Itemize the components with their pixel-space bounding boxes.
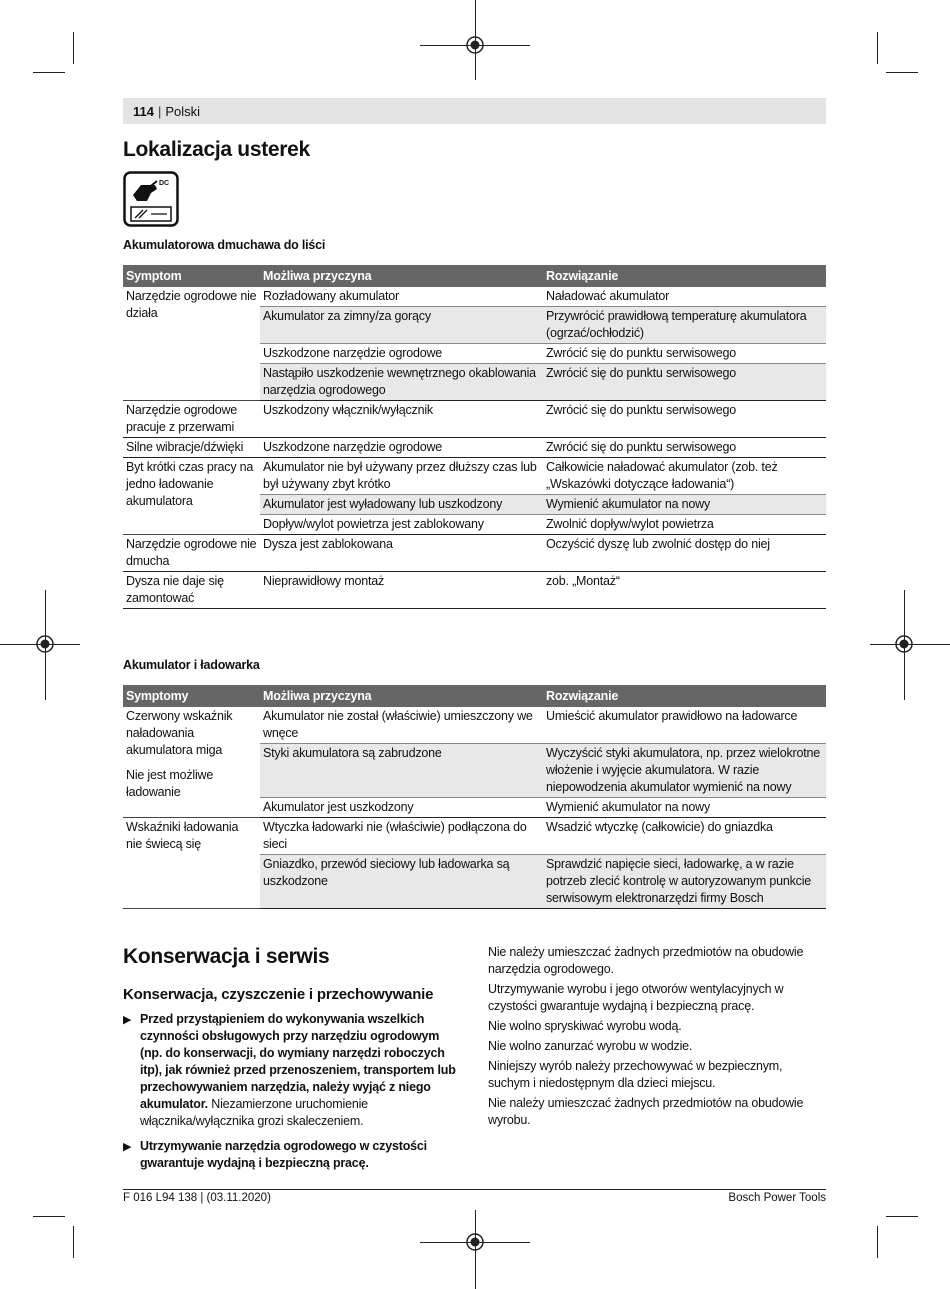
footer-rule: [123, 1189, 826, 1190]
page-header: [123, 98, 826, 124]
table-row: [123, 438, 826, 458]
solution-cell: Naładować akumulator: [543, 287, 826, 307]
section-title-maintenance: Konserwacja i serwis: [123, 945, 330, 968]
solution-cell: Oczyścić dyszę lub zwolnić dostęp do niej: [543, 535, 826, 572]
table1-title: Akumulatorowa dmuchawa do liści: [123, 238, 326, 252]
symptom-text: Narzędzie ogrodowe nie działa: [126, 289, 257, 320]
cause-cell: Styki akumulatora są zabrudzone: [260, 744, 543, 798]
cause-cell: Rozładowany akumulator: [260, 287, 543, 307]
page-number: 114: [133, 103, 154, 119]
bullet-triangle-icon: ▶: [123, 1141, 132, 1153]
cause-cell: Wtyczka ładowarki nie (właściwie) podłączona do sieci: [260, 818, 543, 855]
solution-cell: Wymienić akumulator na nowy: [543, 495, 826, 515]
solution-cell: Wymienić akumulator na nowy: [543, 798, 826, 818]
bullet-bold-text: Utrzymywanie narzędzia ogrodowego w czystości gwarantuje wydajną i bezpieczną pracę.: [140, 1139, 427, 1170]
maintenance-paragraph: Nie wolno zanurzać wyrobu w wodzie.: [488, 1039, 693, 1053]
crop-mark: [886, 72, 918, 73]
symptom-text: Czerwony wskaźnik naładowania akumulatora miga: [126, 709, 233, 757]
symptom-cell: [123, 287, 260, 401]
cause-cell: Dysza jest zablokowana: [260, 535, 543, 572]
symptom-text: Byt krótki czas pracy na jedno ładowanie akumulatora: [126, 460, 254, 508]
table-header-row: [123, 265, 826, 287]
footer-doc-number: F 016 L94 138 | (03.11.2020): [123, 1192, 271, 1204]
table-header-cell: Możliwa przyczyna: [260, 265, 543, 287]
solution-cell: Przywrócić prawidłową temperaturę akumulatora (ogrzać/ochłodzić): [543, 307, 826, 344]
maintenance-paragraph: Niniejszy wyrób należy przechowywać w bezpiecznym, suchym i niedostępnym dla dzieci miejscu.: [488, 1059, 783, 1090]
table-row: [123, 535, 826, 572]
dc-icon-label: DC: [159, 180, 170, 187]
symptom-text: Narzędzie ogrodowe pracuje z przerwami: [126, 403, 238, 434]
maintenance-paragraphs: [488, 944, 826, 1132]
bullet-text: [140, 1011, 463, 1130]
maintenance-paragraph: Nie należy umieszczać żadnych przedmiotów na obudowie narzędzia ogrodowego.: [488, 945, 804, 976]
maintenance-paragraph: Nie należy umieszczać żadnych przedmiotów na obudowie wyrobu.: [488, 1096, 804, 1127]
bullet-item: [123, 1138, 463, 1172]
crop-mark: [73, 1226, 74, 1258]
cause-cell: Nastąpiło uszkodzenie wewnętrznego okablowania narzędzia ogrodowego: [260, 364, 543, 401]
table-header-cell: Możliwa przyczyna: [260, 685, 543, 707]
symptom-cell: [123, 535, 260, 572]
dc-charger-manual-icon: [123, 171, 179, 227]
table-row: [123, 707, 826, 744]
symptom-text: Wskaźniki ładowania nie świecą się: [126, 820, 239, 851]
table-header-cell: Rozwiązanie: [543, 685, 826, 707]
symptom-text: Dysza nie daje się zamontować: [126, 574, 224, 605]
symptom-cell: [123, 438, 260, 458]
maintenance-bullets: [123, 1011, 463, 1180]
bullet-text: [140, 1138, 463, 1172]
solution-cell: Umieścić akumulator prawidłowo na ładowarce: [543, 707, 826, 744]
cause-cell: Gniazdko, przewód sieciowy lub ładowarka są uszkodzone: [260, 855, 543, 909]
solution-cell: Zwrócić się do punktu serwisowego: [543, 364, 826, 401]
crop-mark: [73, 32, 74, 64]
table-row: [123, 458, 826, 495]
registration-mark-icon: [462, 32, 488, 58]
cause-cell: Akumulator jest wyładowany lub uszkodzony: [260, 495, 543, 515]
maintenance-paragraph: Utrzymywanie wyrobu i jego otworów wentylacyjnych w czystości gwarantuje wydajną i bezpieczną pracę.: [488, 982, 784, 1013]
cause-cell: Uszkodzone narzędzie ogrodowe: [260, 438, 543, 458]
maintenance-paragraph: Nie wolno spryskiwać wyrobu wodą.: [488, 1019, 682, 1033]
table-header-cell: Symptomy: [123, 685, 260, 707]
troubleshooting-table-battery: [123, 685, 826, 909]
symptom-text: Narzędzie ogrodowe nie dmucha: [126, 537, 257, 568]
cause-cell: Akumulator za zimny/za gorący: [260, 307, 543, 344]
table-header-cell: Rozwiązanie: [543, 265, 826, 287]
symptom-cell: [123, 458, 260, 535]
bullet-item: [123, 1011, 463, 1130]
symptom-cell: [123, 401, 260, 438]
symptom-text: Silne wibracje/dźwięki: [126, 440, 244, 454]
table-row: [123, 818, 826, 855]
bullet-bold-text: Przed przystąpieniem do wykonywania wszelkich czynności obsługowych przy narzędziu ogrodowym (np. do konserwacji, do wymiany narzędzi roboczych itp), jak również przed przenoszeniem, transportem lub przechowywaniem narzędzia, należy wyjąć z niego akumulator.: [140, 1012, 456, 1111]
registration-mark-icon: [462, 1229, 488, 1255]
crop-mark: [877, 32, 878, 64]
crop-mark: [877, 1226, 878, 1258]
solution-cell: Zwrócić się do punktu serwisowego: [543, 401, 826, 438]
cause-cell: Dopływ/wylot powietrza jest zablokowany: [260, 515, 543, 535]
bullet-triangle-icon: ▶: [123, 1014, 132, 1026]
table-row: [123, 572, 826, 609]
page-language: Polski: [165, 103, 201, 119]
symptom-cell: [123, 707, 260, 818]
section-subtitle-cleaning: Konserwacja, czyszczenie i przechowywanie: [123, 986, 434, 1003]
table2-title: Akumulator i ładowarka: [123, 658, 260, 672]
table-row: [123, 287, 826, 307]
solution-cell: zob. „Montaż“: [543, 572, 826, 609]
cause-cell: Akumulator jest uszkodzony: [260, 798, 543, 818]
cause-cell: Akumulator nie został (właściwie) umieszczony we wnęce: [260, 707, 543, 744]
symptom-cell: [123, 572, 260, 609]
solution-cell: Zwrócić się do punktu serwisowego: [543, 344, 826, 364]
solution-cell: Całkowicie naładować akumulator (zob. też „Wskazówki dotyczące ładowania“): [543, 458, 826, 495]
symptom-text: Nie jest możliwe ładowanie: [126, 768, 214, 799]
solution-cell: Wyczyścić styki akumulatora, np. przez wielokrotne włożenie i wyjęcie akumulatora. W razie niepowodzenia akumulator wymienić na nowy: [543, 744, 826, 798]
registration-mark-icon: [891, 631, 917, 657]
crop-mark: [33, 1216, 65, 1217]
solution-cell: Wsadzić wtyczkę (całkowicie) do gniazdka: [543, 818, 826, 855]
table-header-cell: Symptom: [123, 265, 260, 287]
cause-cell: Uszkodzone narzędzie ogrodowe: [260, 344, 543, 364]
crop-mark: [886, 1216, 918, 1217]
solution-cell: Zwolnić dopływ/wylot powietrza: [543, 515, 826, 535]
bullet-normal-text: Niezamierzone uruchomienie włącznika/wyłącznika grozi skaleczeniem.: [140, 1097, 368, 1128]
section-title-troubleshooting: Lokalizacja usterek: [123, 138, 310, 161]
troubleshooting-table-blower: [123, 265, 826, 609]
cause-cell: Nieprawidłowy montaż: [260, 572, 543, 609]
footer-brand: Bosch Power Tools: [728, 1192, 826, 1204]
table-row: [123, 401, 826, 438]
cause-cell: Uszkodzony włącznik/wyłącznik: [260, 401, 543, 438]
table-header-row: [123, 685, 826, 707]
registration-mark-icon: [32, 631, 58, 657]
crop-mark: [33, 72, 65, 73]
cause-cell: Akumulator nie był używany przez dłuższy czas lub był używany zbyt krótko: [260, 458, 543, 495]
solution-cell: Sprawdzić napięcie sieci, ładowarkę, a w razie potrzeb zlecić kontrolę w autoryzowanym punkcie serwisowym elektronarzędzi firmy Bosch: [543, 855, 826, 909]
symptom-cell: [123, 818, 260, 909]
solution-cell: Zwrócić się do punktu serwisowego: [543, 438, 826, 458]
header-separator: |: [157, 103, 162, 119]
